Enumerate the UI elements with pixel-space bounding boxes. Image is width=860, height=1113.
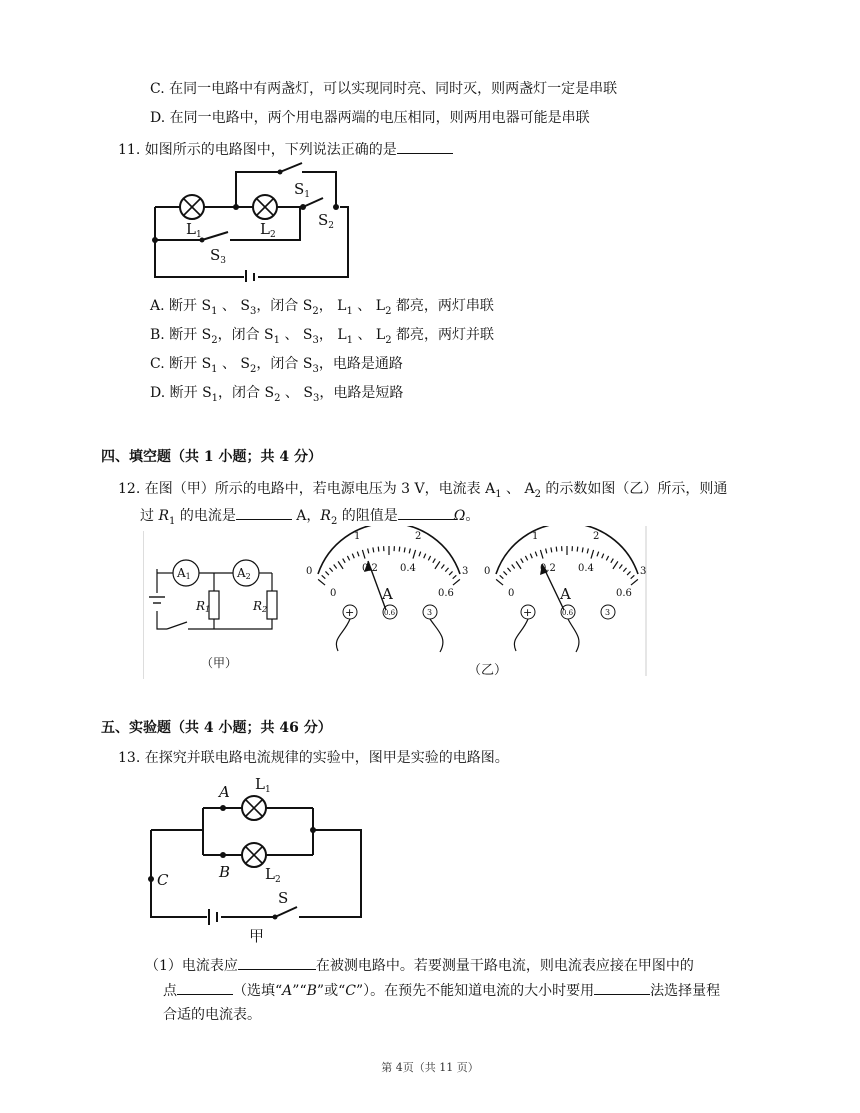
q10-option-c: C. 在同一电路中有两盏灯，可以实现同时亮、同时灭，则两盏灯一定是串联 [150,81,618,97]
svg-text:（甲）: （甲） [201,656,238,670]
q11-answer-blank[interactable] [397,139,453,154]
svg-text:S1: $S_1$ [294,180,311,200]
svg-text:A1: A1 [177,566,191,581]
svg-text:S: S [278,889,289,907]
q13-sub1-line3: 合适的电流表。 [163,1007,261,1023]
q11-option-a: A. 断开 $S_1$ 、 $S_3$，闭合 $S_2$， $L_1$ 、 $L_2$ 都亮，两灯串联 [150,298,494,317]
section-4-heading: 四、填空题（共 1 小题；共 4 分） [101,449,322,465]
q10-option-d: D. 在同一电路中，两个用电器两端的电压相同，则两用电器可能是串联 [150,110,590,126]
svg-text:0.6: 0.6 [438,588,454,599]
q12-current-blank[interactable] [236,505,292,520]
svg-text:L1: $L_1$ [186,220,202,240]
q13-point-blank[interactable] [177,980,233,995]
q13-sub1-line1: （1）电流表应 在被测电路中。若要测量干路电流，则电流表应接在甲图中的 [145,955,694,976]
svg-text:0.2: 0.2 [362,563,378,574]
q12-caption-yi: （乙） [468,663,508,678]
ammeter-a1 [306,526,468,652]
q13-stem: 13. 在探究并联电路电流规律的实验中，图甲是实验的电路图。 [118,750,509,766]
svg-text:甲: 甲 [249,927,265,945]
svg-text:2: 2 [593,531,600,542]
q13-sub1-line2: 点 （选填“A”“B”或“C”）。在预先不能知道电流的大小时要用 法选择量程 [163,980,720,1001]
q11-option-b: B. 断开 $S_2$，闭合 $S_1$ 、 $S_3$， $L_1$ 、 $L_2$ 都亮，两灯并联 [150,327,495,346]
svg-text:L2: $L_2$ [260,220,276,240]
svg-text:L1: $L_1$ [255,775,271,795]
svg-text:A2: A2 [237,566,251,581]
svg-text:S2: $S_2$ [318,211,335,231]
q12-ammeters-yi [300,526,648,682]
q13-method-blank[interactable] [594,980,650,995]
q13-connect-blank[interactable] [238,955,316,970]
svg-text:3: 3 [605,608,611,617]
svg-text:0: 0 [306,566,313,577]
q12-line1: 12. 在图（甲）所示的电路中，若电源电压为 3 V，电流表 $A_1$ 、 $A_2$ 的示数如图（乙）所示，则通 [118,481,728,500]
svg-text:A: A [382,585,393,603]
svg-text:0.2: 0.2 [540,563,556,574]
svg-text:0.6: 0.6 [384,609,396,617]
svg-text:0.6: 0.6 [562,609,574,617]
svg-text:2: 2 [415,531,422,542]
svg-text:L2: $L_2$ [265,865,281,885]
q12-resistance-blank[interactable] [398,505,454,520]
svg-text:+: + [523,606,533,619]
svg-text:0.6: 0.6 [616,588,632,599]
svg-text:1: 1 [532,531,539,542]
svg-text:0: 0 [508,588,515,599]
svg-text:A: A [560,585,571,603]
svg-text:3: 3 [427,608,433,617]
svg-text:0.4: 0.4 [578,563,594,574]
svg-text:R1: R1 [196,599,211,614]
svg-text:R2: R2 [253,599,268,614]
svg-text:B: B [219,863,231,881]
q12-line2: 过 $R_1$ 的电流是 A，$R_2$ 的阻值是 Ω。 [140,505,479,532]
svg-text:A: A [219,783,230,801]
svg-text:0.4: 0.4 [400,563,416,574]
svg-text:S3: $S_3$ [210,246,227,266]
svg-text:0: 0 [330,588,337,599]
svg-text:0: 0 [484,566,491,577]
q11-stem-text: 11. 如图所示的电路图中，下列说法正确的是 [118,142,397,158]
svg-text:3: 3 [462,566,469,577]
svg-text:3: 3 [640,566,647,577]
q11-option-c: C. 断开 $S_1$ 、 $S_2$，闭合 $S_3$，电路是通路 [150,356,403,375]
q11-option-d: D. 断开 $S_1$，闭合 $S_2$ 、 $S_3$，电路是短路 [150,385,404,404]
page-footer: 第 4页（共 11 页） [381,1061,479,1074]
q12-circuit-jia [143,531,300,679]
ammeter-a2 [484,526,646,652]
q11-circuit-diagram [140,160,360,282]
svg-text:1: 1 [354,531,361,542]
q11-stem [118,139,453,160]
svg-text:+: + [345,606,355,619]
q13-circuit-jia [145,775,370,945]
section-5-heading: 五、实验题（共 4 小题；共 46 分） [101,720,332,736]
svg-text:C: C [157,871,169,889]
